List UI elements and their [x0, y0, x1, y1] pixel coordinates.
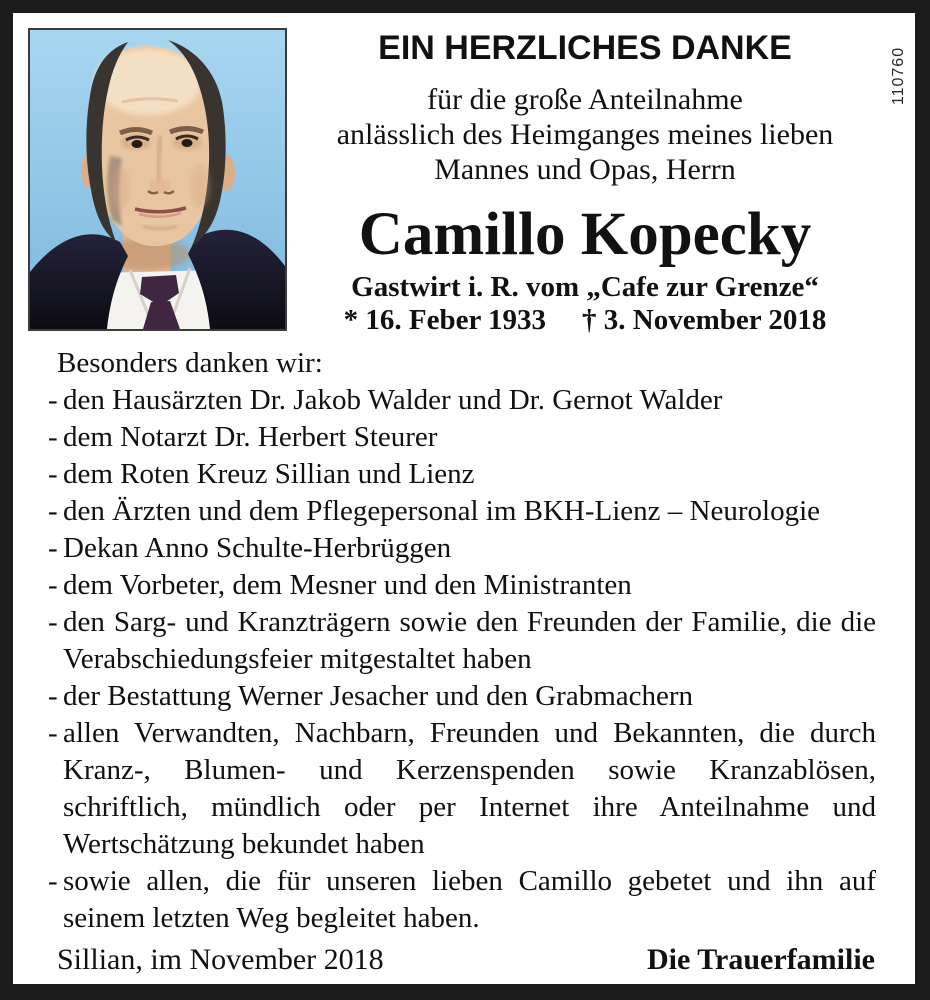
notice-headline: EIN HERZLICHES DANKE	[378, 29, 792, 67]
thanks-item-text: den Ärzten und dem Pflegepersonal im BKH-Lienz – Neurologie	[63, 495, 821, 527]
thanks-item	[48, 382, 876, 419]
portrait-photo	[28, 28, 287, 331]
head-block	[286, 13, 884, 337]
bullet-dash: -	[48, 606, 58, 638]
thanks-item-text: den Hausärzten Dr. Jakob Walder und Dr. Gernot Walder	[63, 384, 723, 416]
bullet-dash: -	[48, 532, 58, 564]
eye-right	[182, 139, 193, 147]
thanks-list	[48, 382, 876, 937]
intro-line: für die große Anteilnahme	[427, 83, 743, 116]
cheek-shadow-left	[110, 166, 130, 210]
death-date: † 3. November 2018	[582, 304, 827, 336]
thanks-item	[48, 678, 876, 715]
footer	[57, 942, 875, 978]
deceased-subtitle: Gastwirt i. R. vom „Cafe zur Grenze“	[351, 271, 819, 303]
thanks-item	[48, 863, 876, 937]
thanks-item	[48, 456, 876, 493]
life-dates	[286, 304, 884, 337]
mourning-family-signature: Die Trauerfamilie	[647, 943, 875, 976]
eye-left	[132, 140, 143, 148]
place-date: Sillian, im November 2018	[57, 943, 384, 976]
thanks-item	[48, 493, 876, 530]
bullet-dash: -	[48, 717, 58, 749]
thanks-item	[48, 604, 876, 678]
nose-bridge	[158, 136, 161, 182]
thanks-item-text: dem Roten Kreuz Sillian und Lienz	[63, 458, 475, 490]
thanks-block	[48, 345, 876, 937]
bullet-dash: -	[48, 421, 58, 453]
bullet-dash: -	[48, 458, 58, 490]
bullet-dash: -	[48, 680, 58, 712]
thanks-item	[48, 715, 876, 863]
bullet-dash: -	[48, 865, 58, 897]
cheek-shadow-right	[190, 164, 210, 208]
portrait-illustration	[30, 30, 285, 329]
bullet-dash: -	[48, 384, 58, 416]
thanks-item-text: der Bestattung Werner Jesacher und den Grabmachern	[63, 680, 694, 712]
ad-number-vertical	[888, 25, 910, 127]
thanks-lead: Besonders danken wir:	[57, 347, 323, 379]
thanks-item	[48, 530, 876, 567]
bullet-dash: -	[48, 495, 58, 527]
thanks-item-text: dem Notarzt Dr. Herbert Steurer	[63, 421, 438, 453]
thanks-item	[48, 419, 876, 456]
bullet-dash: -	[48, 569, 58, 601]
nose-tip	[149, 179, 171, 193]
thanks-item-text: Dekan Anno Schulte-Herbrüggen	[63, 532, 452, 564]
intro-text	[286, 82, 884, 187]
ad-number-text: 110760	[890, 46, 908, 106]
intro-line: Mannes und Opas, Herrn	[434, 153, 736, 186]
thanks-item-text: sowie allen, die für unseren lieben Camillo gebetet und ihn auf seinem letzten Weg begleitet haben.	[63, 865, 876, 934]
thanks-item-text: dem Vorbeter, dem Mesner und den Ministranten	[63, 569, 632, 601]
deceased-name: Camillo Kopecky	[358, 201, 812, 268]
thanks-item-text: allen Verwandten, Nachbarn, Freunden und Bekannten, die durch Kranz-, Blumen- und Kerzenspenden sowie Kranzablösen, schriftlich, mündlich oder per Internet ihre Anteilnahme und Wertschätzung bekundet haben	[63, 717, 876, 860]
thanks-item-text: den Sarg- und Kranzträgern sowie den Freunden der Familie, die die Verabschiedungsfeier mitgestaltet haben	[63, 606, 876, 675]
thanks-item	[48, 567, 876, 604]
birth-date: * 16. Feber 1933	[343, 304, 547, 336]
intro-line: anlässlich des Heimganges meines lieben	[336, 118, 834, 151]
